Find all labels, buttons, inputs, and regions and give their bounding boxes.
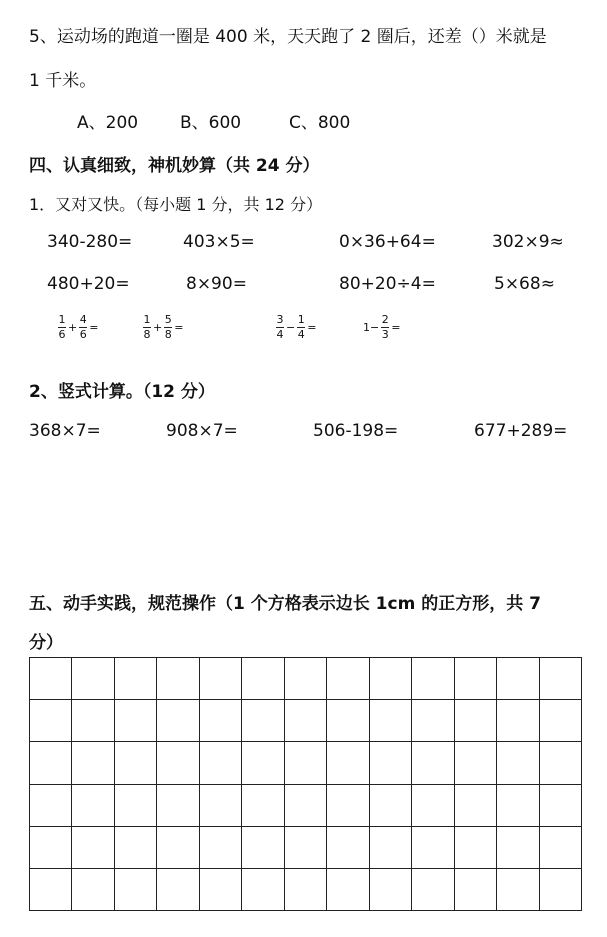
grid-cell [115,785,157,827]
denominator: 6 [79,328,87,341]
fraction [276,314,284,341]
grid-cell [157,658,199,700]
grid-cell [370,700,412,742]
grid-cell [242,785,284,827]
equals-sign: = [174,321,184,334]
grid-cell [200,700,242,742]
grid-cell [497,700,539,742]
grid-cell [30,658,72,700]
numerator: 1 [58,313,66,326]
grid-cell [157,742,199,784]
grid-cell [242,700,284,742]
operator: + [153,321,163,334]
grid-cell [72,785,114,827]
grid-cell [540,827,582,869]
q5-option-a: A、200 [77,113,139,133]
grid-cell [497,827,539,869]
grid-cell [72,700,114,742]
denominator: 4 [297,328,305,341]
grid-cell [200,785,242,827]
q5-option-b: B、600 [180,113,242,133]
calc-5: 480+20= [47,274,130,294]
grid-cell [497,785,539,827]
grid-cell [30,869,72,911]
denominator: 3 [381,328,389,341]
calc-8: 5×68≈ [494,274,555,294]
grid-cell [242,827,284,869]
grid-cell [455,785,497,827]
q5-line2: 1 千米。 [29,71,97,91]
grid-cell [540,742,582,784]
vertical-calc-4: 677+289= [474,421,568,441]
grid-cell [157,785,199,827]
grid-cell [455,869,497,911]
grid-cell [115,658,157,700]
square-grid [29,657,582,911]
numerator: 1 [143,313,151,326]
calc-7: 80+20÷4= [339,274,436,294]
grid-cell [30,700,72,742]
fraction [143,314,151,341]
fraction [58,314,66,341]
grid-cell [30,827,72,869]
fraction [79,314,87,341]
grid-cell [370,658,412,700]
grid-cell [30,785,72,827]
grid-cell [540,700,582,742]
grid-cell [370,785,412,827]
section4-sub2: 2、竖式计算。（12 分） [29,382,215,402]
equals-sign: = [89,321,99,334]
grid-cell [242,658,284,700]
grid-cell [72,869,114,911]
grid-cell [242,869,284,911]
grid-cell [497,658,539,700]
grid-cell [327,785,369,827]
section4-sub1: 1．又对又快。（每小题 1 分，共 12 分） [29,195,323,214]
grid-cell [285,658,327,700]
grid-cell [285,827,327,869]
numerator: 4 [79,313,87,326]
numerator: 2 [381,313,389,326]
section4-title: 四、认真细致，神机妙算（共 24 分） [29,156,320,176]
grid-cell [327,700,369,742]
numerator: 5 [164,313,172,326]
grid-cell [327,827,369,869]
section5-title-line1: 五、动手实践，规范操作（1 个方格表示边长 1cm 的正方形，共 7 [29,594,541,614]
grid-cell [455,742,497,784]
denominator: 8 [143,328,151,341]
grid-cell [412,658,454,700]
vertical-calc-3: 506-198= [313,421,399,441]
grid-cell [497,869,539,911]
grid-cell [157,700,199,742]
grid-cell [285,742,327,784]
denominator: 8 [164,328,172,341]
grid-cell [497,742,539,784]
calc-2: 403×5= [183,232,255,252]
grid-cell [455,700,497,742]
grid-cell [540,869,582,911]
calc-6: 8×90= [186,274,247,294]
grid-cell [115,742,157,784]
grid-cell [285,869,327,911]
grid-cell [412,742,454,784]
grid-cell [200,742,242,784]
vertical-calc-2: 908×7= [166,421,238,441]
equals-sign: = [307,321,317,334]
grid-cell [200,658,242,700]
section5-title-line2: 分） [29,633,63,653]
grid-cell [412,700,454,742]
grid-cell [540,785,582,827]
fraction-expr-3 [276,314,317,341]
grid-cell [370,869,412,911]
operator: − [286,321,296,334]
grid-cell [115,827,157,869]
grid-cell [72,658,114,700]
grid-cell [370,742,412,784]
q5-option-c: C、800 [289,113,351,133]
denominator: 4 [276,328,284,341]
grid-cell [72,742,114,784]
grid-cell [540,658,582,700]
leading-term: 1− [363,321,380,334]
fraction [164,314,172,341]
grid-cell [115,869,157,911]
calc-3: 0×36+64= [339,232,436,252]
numerator: 3 [276,313,284,326]
fraction-expr-4 [362,314,401,341]
grid-cell [412,785,454,827]
grid-cell [370,827,412,869]
grid-cell [455,658,497,700]
q5-line1: 5、运动场的跑道一圈是 400 米，天天跑了 2 圈后，还差（）米就是 [29,27,547,47]
grid-cell [157,869,199,911]
grid-cell [327,869,369,911]
grid-cell [200,827,242,869]
grid-cell [327,658,369,700]
grid-cell [72,827,114,869]
grid-cell [285,785,327,827]
equals-sign: = [391,321,401,334]
grid-cell [412,869,454,911]
grid-cell [157,827,199,869]
operator: + [68,321,78,334]
grid-cell [327,742,369,784]
fraction [297,314,305,341]
grid-cell [242,742,284,784]
grid-cell [200,869,242,911]
grid-cell [115,700,157,742]
vertical-calc-1: 368×7= [29,421,101,441]
grid-cell [285,700,327,742]
grid-cell [412,827,454,869]
fraction-expr-2 [143,314,184,341]
calc-4: 302×9≈ [492,232,564,252]
denominator: 6 [58,328,66,341]
fraction-expr-1 [58,314,99,341]
grid-cell [455,827,497,869]
calc-1: 340-280= [47,232,133,252]
fraction [381,314,389,341]
grid-cell [30,742,72,784]
numerator: 1 [297,313,305,326]
